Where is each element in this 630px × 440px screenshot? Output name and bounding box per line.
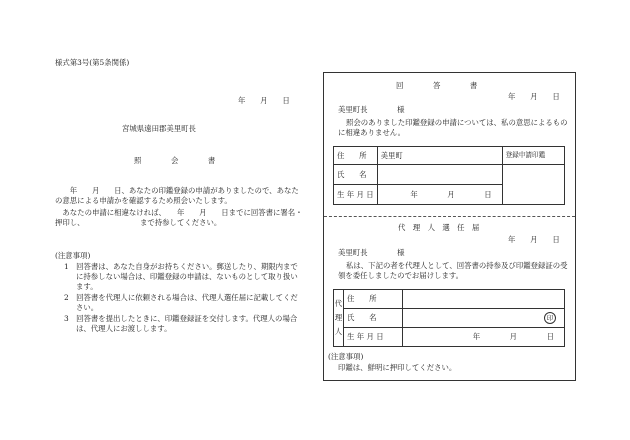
cut-line: [324, 216, 575, 217]
proxy-date: 年 月 日: [508, 235, 560, 244]
notes-title: (注意事項): [55, 251, 91, 260]
body-paragraph-1: 年 月 日、あなたの印鑑登録の申請がありましたので、あなたの意思による申請かを確認するため照会いたします。: [55, 186, 299, 205]
body-paragraph-2: あなたの申請に相違なければ、 年 月 日までに回答書に署名・押印し、 まで持参してください。: [55, 208, 303, 227]
proxy-birth-label: 生 年 月 日: [344, 328, 403, 347]
reply-date: 年 月 日: [508, 92, 560, 101]
reply-title: 回 答 書: [396, 81, 478, 90]
issue-date: 年 月 日: [238, 96, 290, 105]
reply-name-value[interactable]: [377, 165, 502, 185]
reply-body: 照会のありました印鑑登録の申請については、私の意思によるものに相違ありません。: [338, 118, 568, 137]
registered-seal-label: 登録申請印鑑: [502, 147, 564, 165]
proxy-address-label: 住 所: [344, 290, 403, 309]
proxy-address-value[interactable]: [403, 290, 565, 309]
proxy-notes-title: (注意事項): [328, 352, 364, 361]
proxy-addressee: 美里町長 様: [338, 248, 405, 257]
proxy-birth-value[interactable]: 年 月 日: [403, 328, 565, 347]
reply-and-proxy-panel: [323, 72, 576, 381]
proxy-name-label: 氏 名: [344, 309, 403, 328]
proxy-note-1: 印鑑は、鮮明に押印してください。: [338, 363, 457, 372]
document-title: 照 会 書: [134, 156, 216, 165]
proxy-title: 代 理 人 選 任 届: [398, 223, 480, 232]
proxy-name-value[interactable]: [403, 309, 565, 328]
form-number: 様式第3号(第5条関係): [55, 58, 130, 67]
reply-address-value[interactable]: 美里町: [377, 147, 502, 165]
reply-birth-label: 生 年 月 日: [334, 185, 378, 205]
registered-seal-box[interactable]: [502, 165, 564, 205]
addressee: 宮城県遠田郡美里町長: [122, 124, 196, 133]
note-2: 2 回答書を代理人に依頼される場合は、代理人選任届に記載してください。: [64, 293, 298, 312]
note-1: 1 回答書は、あなた自身がお持ちください。郵送したり、期限内までに持参しない場合は、印鑑登録の申請は、ないものとして取り扱います。: [64, 262, 298, 291]
reply-table: [333, 146, 565, 205]
note-3: 3 回答書を提出したときに、印鑑登録証を交付します。代理人の場合は、代理人にお渡しします。: [64, 314, 298, 333]
proxy-side-label: 代 理 人: [334, 290, 344, 347]
seal-mark-icon: 印: [544, 312, 556, 324]
proxy-body: 私は、下記の者を代理人として、回答書の持参及び印鑑登録証の受領を委任しましたのでお届けします。: [338, 261, 568, 280]
reply-name-label: 氏 名: [334, 165, 378, 185]
proxy-table: [333, 289, 565, 347]
reply-address-label: 住 所: [334, 147, 378, 165]
reply-birth-value[interactable]: 年 月 日: [377, 185, 502, 205]
reply-addressee: 美里町長 様: [338, 105, 405, 114]
